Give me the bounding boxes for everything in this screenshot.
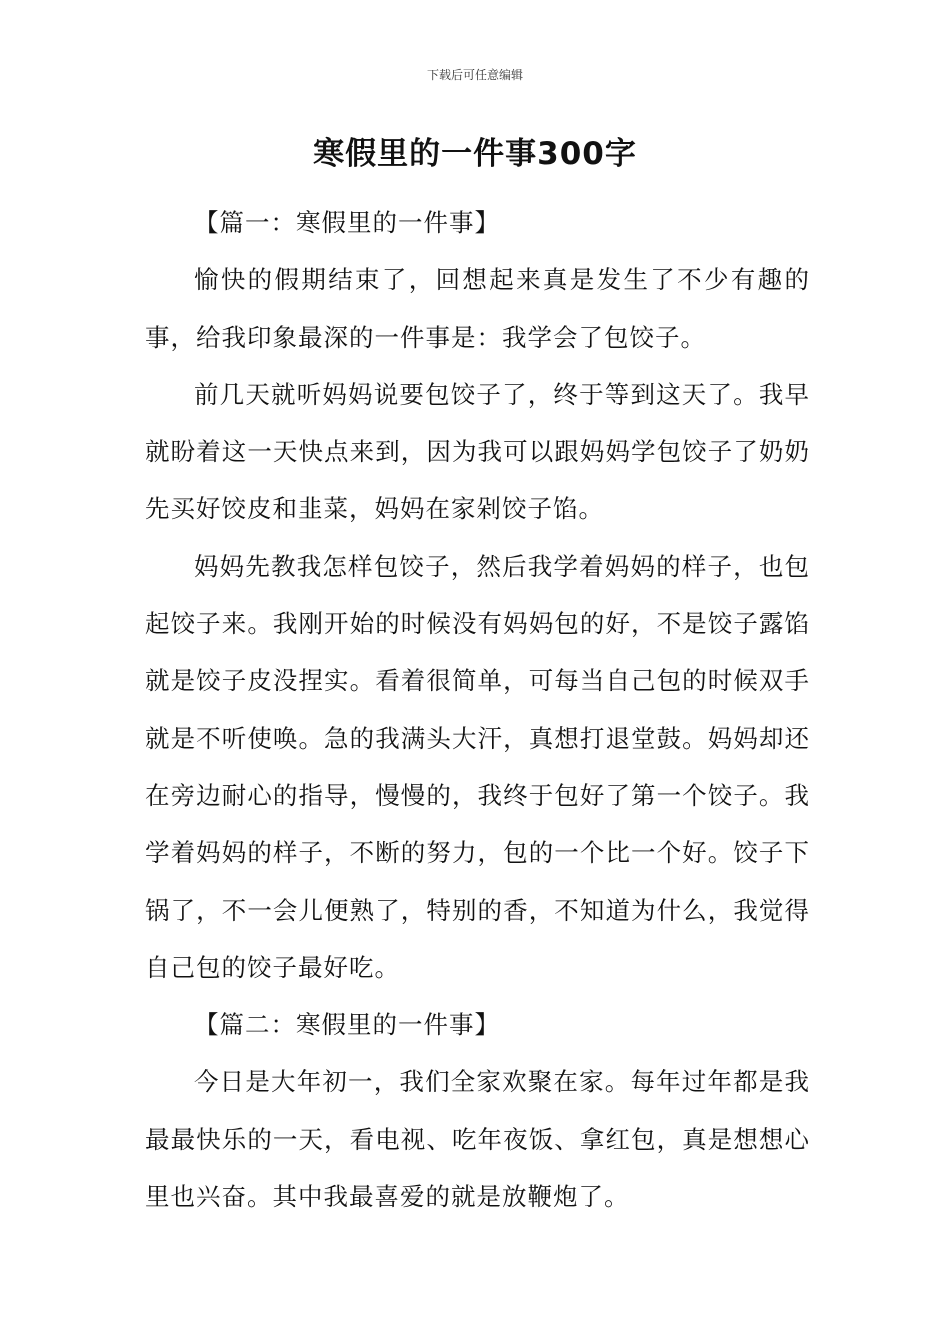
paragraph: 妈妈先教我怎样包饺子，然后我学着妈妈的样子，也包起饺子来。我刚开始的时候没有妈妈包的好，不是饺子露馅就是饺子皮没捏实。看着很简单，可每当自己包的时候双手就是不听使唤。急的我满头大汗，真想打退堂鼓。妈妈却还在旁边耐心的指导，慢慢的，我终于包好了第一个饺子。我学着妈妈的样子，不断的努力，包的一个比一个好。饺子下锅了，不一会儿便熟了，特别的香，不知道为什么，我觉得自己包的饺子最好吃。 (145, 551, 810, 982)
section-heading-1: 【篇一：寒假里的一件事】 (194, 208, 500, 237)
page-header-note: 下载后可任意编辑 (426, 68, 523, 82)
document-title: 寒假里的一件事300字 (313, 136, 637, 172)
document-body (145, 194, 810, 1225)
paragraph: 今日是大年初一，我们全家欢聚在家。每年过年都是我最最快乐的一天，看电视、吃年夜饭、拿红包，真是想想心里也兴奋。其中我最喜爱的就是放鞭炮了。 (145, 1067, 810, 1212)
paragraph: 愉快的假期结束了，回想起来真是发生了不少有趣的事，给我印象最深的一件事是：我学会了包饺子。 (145, 265, 810, 352)
paragraph: 前几天就听妈妈说要包饺子了，终于等到这天了。我早就盼着这一天快点来到，因为我可以跟妈妈学包饺子了奶奶先买好饺皮和韭菜，妈妈在家剁饺子馅。 (145, 379, 810, 524)
section-heading-2: 【篇二：寒假里的一件事】 (194, 1010, 500, 1040)
